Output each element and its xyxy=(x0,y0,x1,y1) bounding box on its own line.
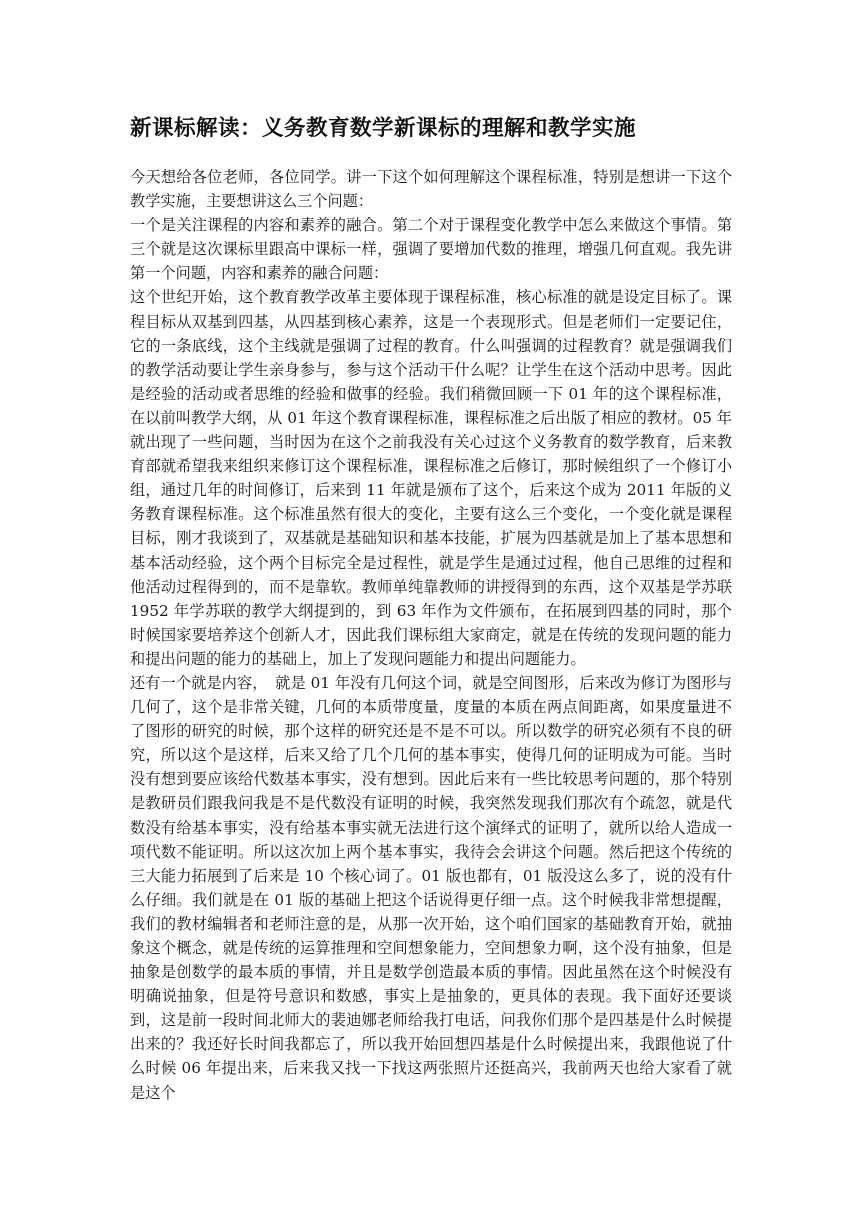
document-title: 新课标解读：义务教育数学新课标的理解和教学实施 xyxy=(130,116,637,141)
paragraph: 还有一个就是内容， 就是 01 年没有几何这个词，就是空间图形，后来改为修订为图形与几何了，这个是非常关键，几何的本质带度量，度量的本质在两点间距离，如果度量进不了图形的研究的时候，那个这样的研究还是不是不可以。所以数学的研究必须有不良的研究，所以这个是这样，后来又给了几个几何的基本事实，使得几何的证明成为可能。当时没有想到要应该给代数基本事实，没有想到。因此后来有一些比较思考问题的，那个特别是教研员们跟我问我是不是代数没有证明的时候，我突然发现我们那次有个疏忽，就是代数没有给基本事实，没有给基本事实就无法进行这个演绎式的证明了，就所以给人造成一项代数不能证明。所以这次加上两个基本事实，我待会会讲这个问题。然后把这个传统的三大能力拓展到了后来是 10 个核心词了。01 版也都有，01 版没这么多了，说的没有什么仔细。我们就是在 01 版的基础上把这个话说得更仔细一点。这个时候我非常想提醒，我们的教材编辑者和老师注意的是，从那一次开始，这个咱们国家的基础教育开始，就抽象这个概念，就是传统的运算推理和空间想象能力，空间想象力啊，这个没有抽象，但是抽象是创数学的最本质的事情，并且是数学创造最本质的事情。因此虽然在这个时候没有明确说抽象，但是符号意识和数感，事实上是抽象的，更具体的表现。我下面好还要谈到，这是前一段时间北师大的裴迪娜老师给我打电话，问我你们那个是四基是什么时候提出来的？我还好长时间我都忘了，所以我开始回想四基是什么时候提出来，我跟他说了什么时候 06 年提出来，后来我又找一下找这两张照片还挺高兴，我前两天也给大家看了就是这个 xyxy=(130,673,732,1102)
paragraph: 一个是关注课程的内容和素养的融合。第二个对于课程变化教学中怎么来做这个事情。第三个就是这次课标里跟高中课标一样，强调了要增加代数的推理，增强几何直观。我先讲第一个问题，内容和素养的融合问题： xyxy=(130,216,732,283)
paragraph: 这个世纪开始，这个教育教学改革主要体现于课程标准，核心标准的就是设定目标了。课程目标从双基到四基，从四基到核心素养，这是一个表现形式。但是老师们一定要记住，它的一条底线，这个主线就是强调了过程的教育。什么叫强调的过程教育？就是强调我们的教学活动要让学生亲身参与，参与这个活动干什么呢？让学生在这个活动中思考。因此是经验的活动或者思维的经验和做事的经验。我们稍微回顾一下 01 年的这个课程标准，在以前叫教学大纲，从 01 年这个教育课程标准，课程标准之后出版了相应的教材。05 年就出现了一些问题，当时因为在这个之前我没有关心过这个义务教育的数学教育，后来教育部就希望我来组织来修订这个课程标准，课程标准之后修订，那时候组织了一个修订小组，通过几年的时间修订，后来到 11 年就是颁布了这个，后来这个成为 2011 年版的义务教育课程标准。这个标准虽然有很大的变化，主要有这么三个变化，一个变化就是课程目标，刚才我谈到了，双基就是基础知识和基本技能，扩展为四基就是加上了基本思想和基本活动经验，这个两个目标完全是过程性，就是学生是通过过程，他自己思维的过程和他活动过程得到的，而不是靠软。教师单纯靠教师的讲授得到的东西，这个双基是学苏联 1952 年学苏联的教学大纲提到的，到 63 年作为文件颁布，在拓展到四基的同时，那个时候国家要培养这个创新人才，因此我们课标组大家商定，就是在传统的发现问题的能力和提出问题的能力的基础上，加上了发现问题能力和提出问题能力。 xyxy=(130,288,732,668)
paragraph: 今天想给各位老师，各位同学。讲一下这个如何理解这个课程标准，特别是想讲一下这个教学实施，主要想讲这么三个问题： xyxy=(130,168,732,211)
document-body xyxy=(130,165,732,1105)
